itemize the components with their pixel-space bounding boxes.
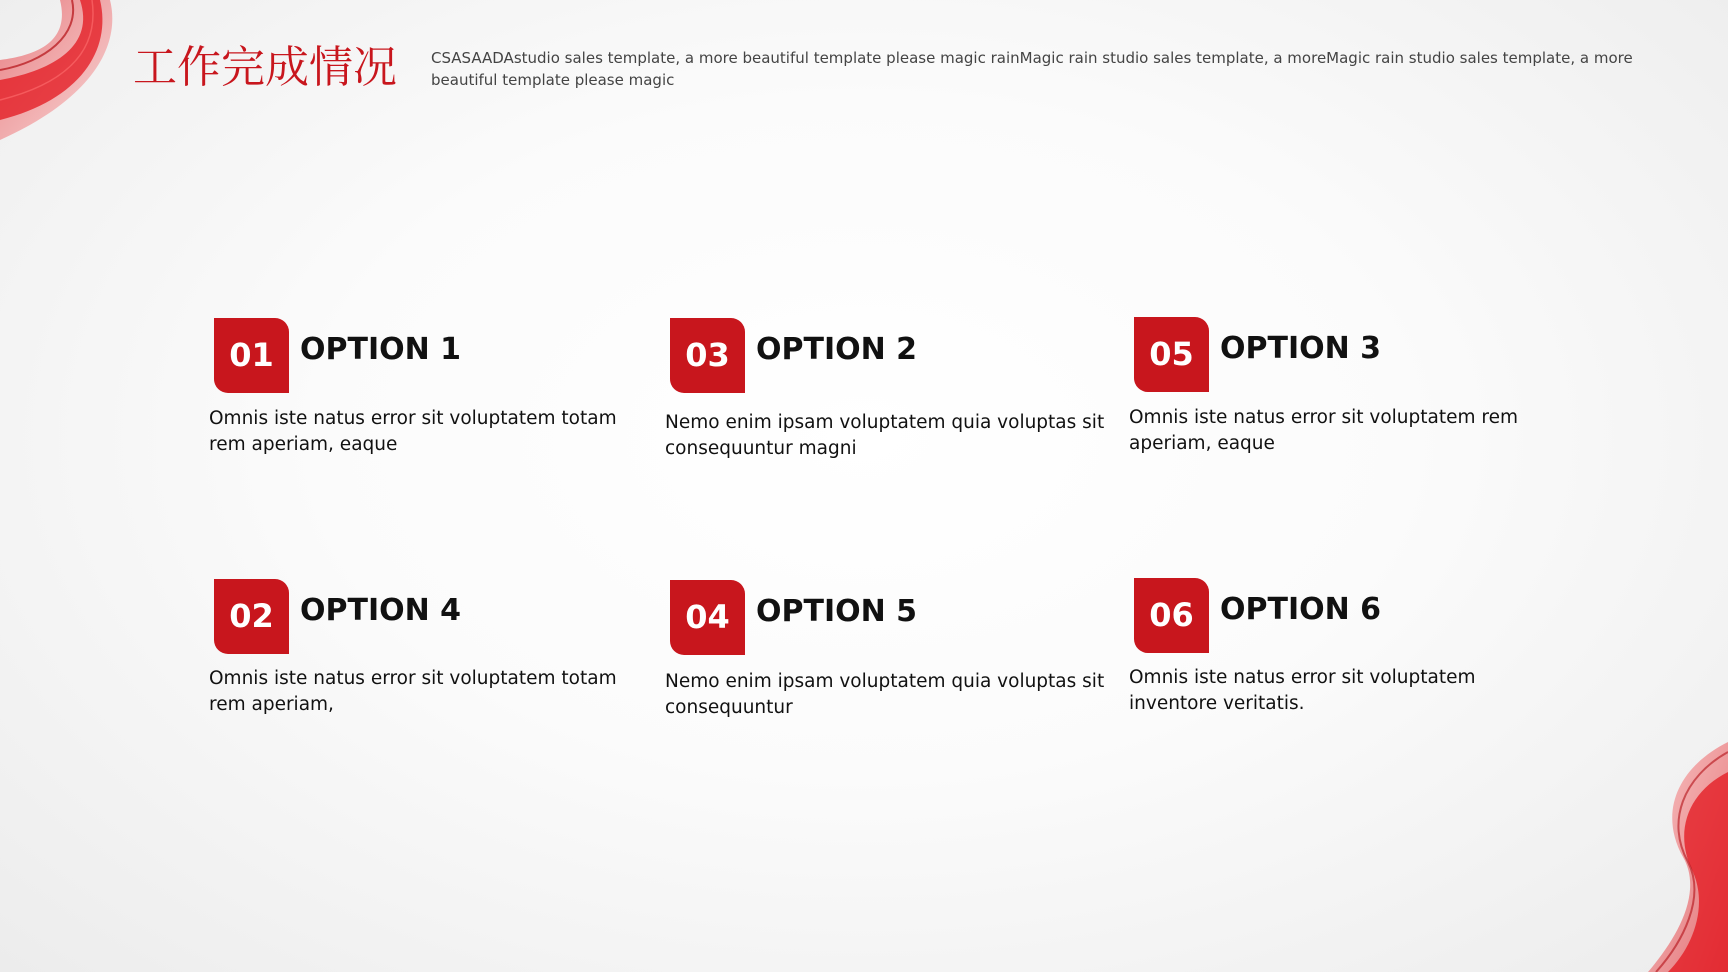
page-title: 工作完成情况: [133, 42, 397, 93]
option-number-badge: 05: [1134, 317, 1209, 392]
option-title: OPTION 5: [756, 594, 918, 629]
option-description: Nemo enim ipsam voluptatem quia voluptas sit consequuntur: [665, 671, 1105, 718]
option-number-badge: 06: [1134, 578, 1209, 653]
option-description: Omnis iste natus error sit voluptatem totam rem aperiam,: [209, 668, 617, 715]
option-title: OPTION 2: [756, 332, 918, 367]
option-number-badge: 03: [670, 318, 745, 393]
option-title: OPTION 6: [1220, 592, 1382, 627]
red-ribbon-decoration-bottom-right: [1638, 742, 1728, 972]
option-number-badge: 04: [670, 580, 745, 655]
page-subtitle: CSASAADAstudio sales template, a more beautiful template please magic rainMagic rain studio sales template, a moreMagic rain studio sales template, a more beautiful template please magic: [431, 49, 1633, 89]
option-description: Nemo enim ipsam voluptatem quia voluptas sit consequuntur magni: [665, 412, 1105, 459]
red-ribbon-decoration-top-left: [0, 0, 120, 150]
option-title: OPTION 3: [1220, 331, 1382, 366]
option-description: Omnis iste natus error sit voluptatem inventore veritatis.: [1129, 667, 1476, 714]
option-title: OPTION 4: [300, 593, 462, 628]
option-title: OPTION 1: [300, 332, 462, 367]
option-description: Omnis iste natus error sit voluptatem totam rem aperiam, eaque: [209, 408, 617, 455]
option-description: Omnis iste natus error sit voluptatem rem aperiam, eaque: [1129, 407, 1519, 454]
option-number-badge: 01: [214, 318, 289, 393]
option-number-badge: 02: [214, 579, 289, 654]
